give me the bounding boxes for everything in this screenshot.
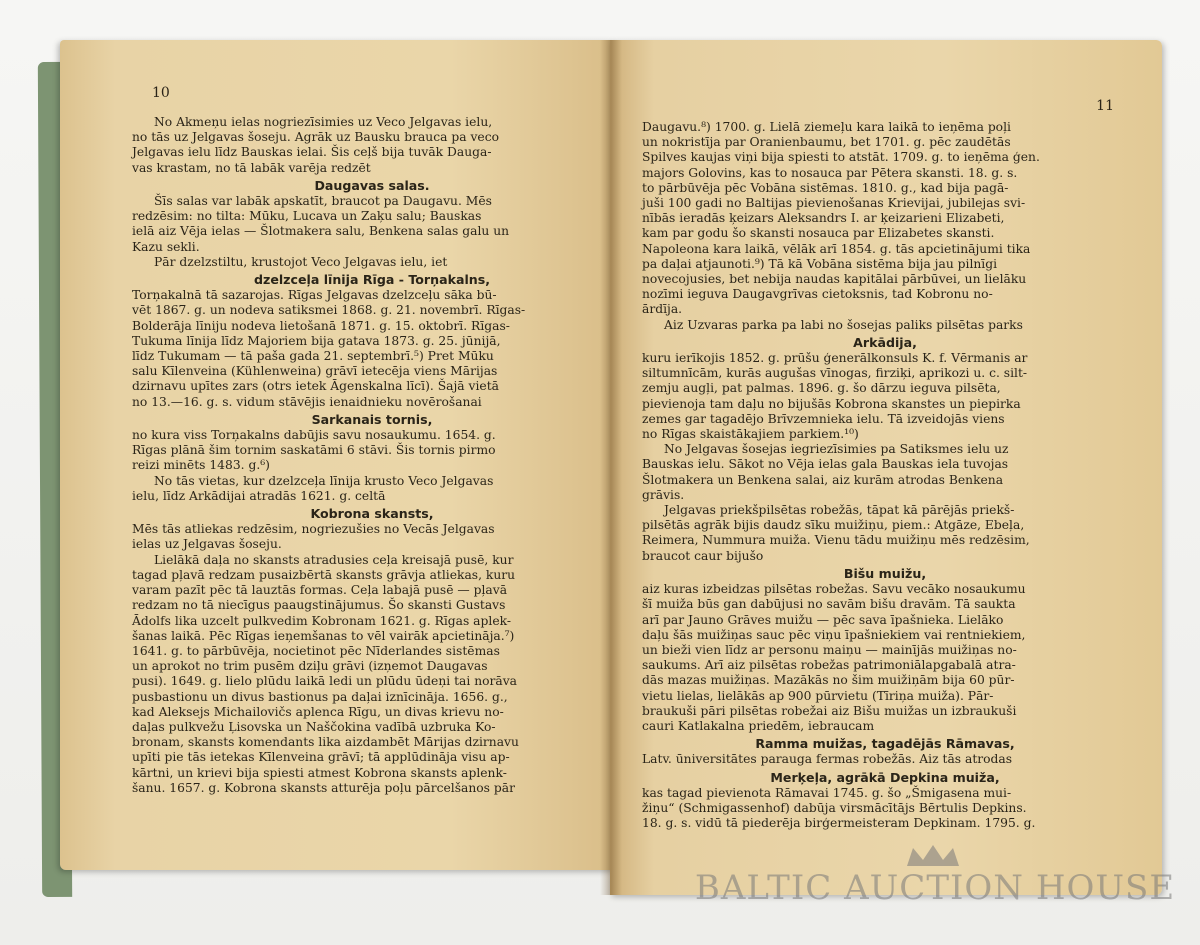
text-line: Kazu sekli. (132, 239, 200, 254)
text-line: aiz kuras izbeidzas pilsētas robežas. Savu vecāko nosaukumu (642, 582, 1026, 597)
text-line: juši 100 gadi no Baltijas pievienošanas Krievijai, jubilejas svi- (642, 196, 1026, 211)
text-line: varam pazīt pēc tā lauztās formas. Ceļa labajā pusē — pļavā (132, 583, 508, 598)
text-line: ielu, līdz Arkādijai atradās 1621. g. celtā (132, 488, 386, 503)
text-line: Aiz Uzvaras parka pa labi no šosejas paliks pilsētas parks (664, 317, 1023, 332)
text-line: no kura viss Torņakalns dabūjis savu nosaukumu. 1654. g. (132, 428, 496, 443)
text-line: Pār dzelzstiltu, krustojot Veco Jelgavas ielu, iet (154, 254, 448, 269)
text-line: vas krastam, no tā labāk varēja redzēt (132, 160, 371, 175)
text-line: žiņu“ (Schmigassenhof) dabūja virsmācītājs Bērtulis Depkins. (642, 800, 1027, 815)
text-line: 18. g. s. vidū tā piederēja birģermeisteram Depkinam. 1795. g. (642, 816, 1036, 831)
text-line: ārdīja. (642, 302, 683, 317)
text-line: redzam no tā niecīgus paaugstinājumus. Šo skansti Gustavs (132, 598, 506, 613)
text-line: no tās uz Jelgavas šoseju. Agrāk uz Bausku brauca pa veco (132, 130, 499, 145)
text-line: Jelgavas ielu līdz Bauskas ielai. Šis ceļš bija tuvāk Dauga- (132, 145, 492, 160)
text-line: Spilves kaujas viņi bija spiesti to atstāt. 1709. g. to ieņēma ģen. (642, 150, 1040, 165)
text-line: vēt 1867. g. un nodeva satiksmei 1868. g. 21. novembrī. Rīgas- (132, 303, 526, 318)
book-gutter (600, 40, 622, 895)
text-line: pa daļai atjaunoti.⁹) Tā kā Vobāna sistēma bija jau pilnīgi (642, 256, 998, 271)
text-line: no Rīgas skaistākajiem parkiem.¹⁰) (642, 427, 859, 442)
text-line: pievienoja tam daļu no bijušās Kobrona skanstes un piepirka (642, 396, 1021, 411)
text-line: un bieži vien līdz ar personu maiņu — mainījās muižiņas no- (642, 642, 1017, 657)
text-line: zemes gar tagadējo Brīvzemnieka ielu. Tā izveidojās viens (642, 411, 1005, 426)
text-line: Ādolfs lika uzcelt pulkvedim Kobronam 1621. g. Rīgas aplek- (132, 613, 511, 628)
section-heading: Arkādija, (853, 334, 917, 350)
text-line: Mēs tās atliekas redzēsim, nogriezušies no Vecās Jelgavas (132, 522, 495, 537)
text-line: pusbastionu un divus bastionus pa daļai iznīcināja. 1656. g., (132, 689, 508, 704)
text-line: ielā aiz Vēja ielas — Šlotmakera salu, Benkena salas galu un (132, 224, 510, 239)
text-line: līdz Tukumam — tā paša gada 21. septembrī.⁵) Pret Mūku (132, 349, 494, 364)
text-line: Tukuma līnija līdz Majoriem bija gatava 1873. g. 25. jūnijā, (132, 333, 501, 348)
text-line: nozīmi ieguva Daugavgrīvas cietoksnis, tad Kobronu no- (642, 287, 993, 302)
right-page (610, 40, 1162, 895)
text-line: Latv. ūniversitātes parauga fermas robežās. Aiz tās atrodas (642, 752, 1013, 767)
text-line: bronam, skansts komendants lika aizdambēt Mārijas dzirnavu (132, 735, 519, 750)
section-heading: Daugavas salas. (314, 177, 430, 193)
text-line: saukums. Arī aiz pilsētas robežas patrimoniālapgabalā atra- (642, 658, 1016, 673)
text-line: ielas uz Jelgavas šoseju. (132, 537, 282, 552)
text-line: zemju augļi, pat palmas. 1896. g. šo dārzu ieguva pilsēta, (642, 381, 1001, 396)
text-line: Daugavu.⁸) 1700. g. Lielā ziemeļu kara laikā to ieņēma poļi (642, 120, 1011, 134)
text-line: No tās vietas, kur dzelzceļa līnija krusto Veco Jelgavas (154, 473, 494, 488)
section-heading: Kobrona skansts, (310, 506, 434, 522)
text-line: daļas pulkvežu Ļisovska un Naščokina vadībā uzbruka Ko- (132, 719, 496, 734)
text-line: Reimera, Nummura muiža. Vienu tādu muižiņu mēs redzēsim, (642, 533, 1030, 548)
text-line: un aprokot no trim pusēm dziļu grāvi (izņemot Daugavas (132, 659, 488, 674)
text-line: kas tagad pievienota Rāmavai 1745. g. šo „Šmigasena mui- (642, 785, 1012, 800)
text-line: cauri Katlakalna priedēm, iebraucam (642, 718, 875, 733)
section-heading: Merķeļa, agrākā Depkina muiža, (770, 769, 1000, 785)
text-line: salu Kīlenveina (Kühlenweina) grāvī ietecēja viens Mārijas (132, 364, 498, 379)
watermark: BALTIC AUCTION HOUSE (694, 868, 1176, 908)
left-page-text (132, 115, 612, 796)
text-line: siltumnīcām, kurās augušas vīnogas, firziķi, aprikozi u. c. silt- (642, 366, 1028, 381)
left-page-number: 10 (152, 85, 170, 101)
text-line: kārtni, un krievi bija spiesti atmest Kobrona skansts aplenk- (132, 765, 507, 780)
text-line: majors Golovins, kas to nosauca par Pētera skansti. 18. g. s. (642, 165, 1018, 180)
text-line: 1641. g. to pārbūvēja, nocietinot pēc Nīderlandes sistēmas (132, 643, 500, 658)
text-line: pilsētās agrāk bijis daudz sīku muižiņu, piem.: Atgāze, Ebeļa, (642, 518, 1025, 533)
text-line: Bauskas ielu. Sākot no Vēja ielas gala Bauskas iela tuvojas (642, 457, 1009, 472)
text-line: braukuši pāri pilsētas robežai aiz Bišu muižas un izbraukuši (642, 703, 1017, 718)
text-line: Jelgavas priekšpilsētas robežās, tāpat kā pārējās priekš- (664, 503, 1015, 518)
text-line: braucot caur bijušo (642, 548, 764, 563)
text-line: šanu. 1657. g. Kobrona skansts atturēja poļu pārcelšanos pār (132, 780, 515, 795)
text-line: redzēsim: no tilta: Mūku, Lucava un Zaķu salu; Bauskas (132, 209, 482, 224)
text-line: kuru ierīkojis 1852. g. prūšu ģenerālkonsuls K. f. Vērmanis ar (642, 351, 1028, 366)
text-line: Bolderāja līniju nodeva lietošanā 1871. g. 15. oktobrī. Rīgas- (132, 318, 510, 333)
text-line: pusi). 1649. g. lielo plūdu laikā ledi un plūdu ūdeņi tai norāva (132, 674, 518, 689)
text-line: No Jelgavas šosejas iegriezīsimies pa Satiksmes ielu uz (664, 442, 1009, 457)
text-line: upīti pie tās ietekas Kīlenveina grāvī; tā applūdināja visu ap- (132, 750, 510, 765)
text-line: Torņakalnā tā sazarojas. Rīgas Jelgavas dzelzceļu sāka bū- (132, 288, 497, 303)
text-line: novecojusies, bet nebija naudas kapitālai pārbūvei, un lielāku (642, 272, 1027, 287)
text-line: Rīgas plānā šim tornim saskatāmi 6 stāvi. Šis tornis pirmo (132, 443, 496, 458)
text-line: Napoleona kara laikā, vēlāk arī 1854. g. tās apcietinājumi tika (642, 241, 1031, 256)
section-heading: Ramma muižas, tagadējās Rāmavas, (755, 736, 1015, 752)
text-line: kad Aleksejs Michailovičs aplenca Rīgu, un divas krievu no- (132, 704, 504, 719)
right-page-number: 11 (1096, 98, 1114, 114)
text-line: Šlotmakera un Benkena salai, aiz kurām atrodas Benkena (642, 472, 1004, 487)
text-line: dzirnavu upītes zars (otrs ietek Āgenskalna līcī). Šajā vietā (132, 379, 499, 394)
section-heading: dzelzceļa līnija Rīga - Torņakalns, (253, 272, 491, 288)
text-line: nībās ieradās ķeizars Aleksandrs I. ar ķeizarieni Elizabeti, (642, 211, 1005, 226)
text-line: dās mazas muižiņas. Mazākās no šim muižiņām bija 60 pūr- (642, 673, 1015, 688)
text-line: to pārbūvēja pēc Vobāna sistēmas. 1810. g., kad bija pagā- (642, 180, 1009, 195)
text-line: tagad pļavā redzam pusaizbērtā skansts grāvja atliekas, kuru (132, 567, 516, 582)
text-line: un nokristīja par Oranienbaumu, bet 1701. g. pēc zaudētās (642, 135, 1011, 150)
right-page-text (642, 120, 1128, 831)
text-line: reizi minēts 1483. g.⁶) (132, 458, 270, 473)
section-heading: Bišu muižu, (843, 565, 927, 581)
text-line: šanas laikā. Pēc Rīgas ieņemšanas to vēl vairāk apcietināja.⁷) (132, 628, 515, 643)
text-line: Šīs salas var labāk apskatīt, braucot pa Daugavu. Mēs (154, 194, 492, 209)
text-line: daļu šās muižiņas sauc pēc viņu īpašniekiem vai rentniekiem, (642, 627, 1026, 642)
text-line: kam par godu šo skansti nosauca par Elizabetes skansti. (642, 226, 995, 241)
text-line: arī par Jauno Grāves muižu — pēc sava īpašnieka. Lielāko (642, 612, 1004, 627)
text-line: grāvis. (642, 487, 685, 502)
section-heading: Sarkanais tornis, (311, 411, 433, 427)
text-line: vietu lielas, lielākās ap 900 pūrvietu (Tīriņa muiža). Pār- (642, 688, 994, 703)
text-line: No Akmeņu ielas nogriezīsimies uz Veco Jelgavas ielu, (154, 115, 493, 129)
text-line: no 13.—16. g. s. vidum stāvējis ienaidnieku novērošanai (132, 394, 482, 409)
text-line: šī muiža būs gan dabūjusi no savām bišu dravām. Tā saukta (642, 597, 1016, 612)
left-page (60, 40, 615, 870)
text-line: Lielākā daļa no skansts atradusies ceļa kreisajā pusē, kur (154, 552, 514, 567)
